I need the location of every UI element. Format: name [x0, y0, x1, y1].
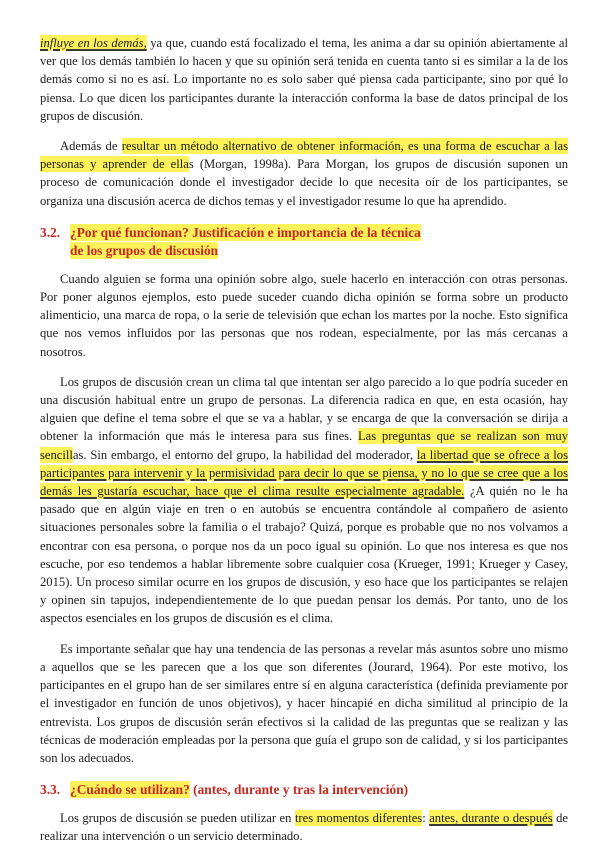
paragraph-5: Es importante señalar que hay una tendencia de las personas a revelar más asuntos sobre uno mismo a aquellos que se les parecen que a los que son diferentes (Jourard, 1964). Por este motivo, los participantes en el grupo han de ser similares entre sí en alguna característica (definida previamente por el investigador en función de unos objetivos), y hacer hincapié en dicha similitud al principio de la entrevista. Los grupos de discusión serán efectivos si la calidad de las preguntas que se realizan y las técnicas de moderación empleadas por la persona que guía el grupo son de calidad, y si los participantes son los adecuados. — [40, 641, 568, 765]
section-number: 3.2. — [40, 224, 61, 240]
paragraph-1 — [40, 34, 568, 125]
highlight-libertad: la libertad que se ofrece a los participantes para intervenir y la permisividad para decir lo que se piensa, y no lo que se cree que a los demás les gustaría escuchar, hace que el clima resulte especialmente agradable. — [40, 447, 569, 499]
section-title-line-1: ¿Por qué funcionan? Justificación e importancia de la técnica — [70, 224, 421, 240]
highlight-preguntas-sencillas: Las preguntas que se realizan son muy sencill — [40, 429, 568, 462]
paragraph-4 — [40, 373, 568, 628]
section-title-rest: (antes, durante y tras la intervención) — [189, 782, 409, 798]
paragraph-6 — [40, 809, 568, 845]
paragraph-6-before: Los grupos de discusión se pueden utilizar en — [60, 811, 295, 826]
paragraph-6-middle: : — [422, 811, 430, 826]
section-heading-3-2 — [40, 224, 568, 260]
section-heading-3-3 — [40, 781, 568, 799]
paragraph-4-after: ¿A quién no le ha pasado que en algún viaje en tren o en autobús se encuentra contándole al compañero de asiento situaciones personales sobre la familia o el trabajo? Quizá, porque es probable que no nos volvamos a encontrar con esa persona, o porque nos da un poco igual su opinión. Lo que nos interesa es que nos escuche, por eso tendemos a hablar libremente sobre cualquier cosa (Krueger, 1991; Krueger y Casey, 2015). Un proceso similar ocurre en los grupos de discusión, y eso hace que los participantes se relajen y opinen sin tapujos, independientemente de lo que puedan pensar los demás. Por tanto, uno de los aspectos esenciales en los grupos de discusión es el clima. — [40, 484, 568, 626]
highlight-metodo-alternativo: resultar un método alternativo de obtener información, es una forma de escuchar a las personas y aprender de ella — [40, 139, 569, 172]
paragraph-4-middle: as. Sin embargo, el entorno del grupo, la habilidad del moderador, — [72, 447, 417, 462]
highlight-influye: influye en los demás, — [40, 36, 147, 50]
paragraph-3: Cuando alguien se forma una opinión sobre algo, suele hacerlo en interacción con otras personas. Por poner algunos ejemplos, esto puede suceder cuando dicha opinión se forma sobre un producto alimenticio, una marca de ropa, o la serie de televisión que echan los martes por la noche. Esto significa que nos vemos influidos por las personas que nos rodean, especialmente, por las más cercanas a nosotros. — [40, 271, 568, 359]
section-title-highlight: ¿Cuándo se utilizan? — [70, 782, 190, 798]
highlight-antes-durante: antes, durante o después — [429, 811, 553, 826]
section-number: 3.3. — [40, 782, 61, 798]
paragraph-2-after: s (Morgan, 1998a). Para Morgan, los grupos de discusión suponen un proceso de comunicación donde el investigador decide lo que necesita oír de los participantes, se organiza una discusión acerca de dichos temas y el investigador resume lo que ha aprendido. — [40, 157, 568, 208]
paragraph-4-before: Los grupos de discusión crean un clima tal que intentan ser algo parecido a lo que podría suceder en una discusión habitual entre un grupo de personas. La diferencia radica en que, en esta ocasión, hay alguien que define el tema sobre el que se va a hablar, y se encarga de que la conversación se dirija a obtener la información que más le interesa para sus fines. — [40, 374, 568, 444]
section-title — [70, 224, 568, 260]
paragraph-1-text: ya que, cuando está focalizado el tema, les anima a dar su opinión abiertamente al ver que los demás también lo hacen y que su opinión será tenida en cuenta tanto si es similar a la de los demás como si no es así. Lo importante no es solo saber qué piensa cada participante, sino por qué lo piensa. Lo que dicen los participantes durante la interacción conforma la base de datos principal de los grupos de discusión. — [40, 36, 568, 123]
highlight-tres-momentos: tres momentos diferentes — [294, 811, 423, 826]
paragraph-2-before: Además de — [60, 139, 122, 154]
paragraph-6-after: de realizar una intervención o un servicio determinado. — [40, 811, 568, 844]
section-title — [70, 781, 568, 799]
section-title-line-2: de los grupos de discusión — [70, 242, 219, 258]
paragraph-2 — [40, 137, 568, 210]
